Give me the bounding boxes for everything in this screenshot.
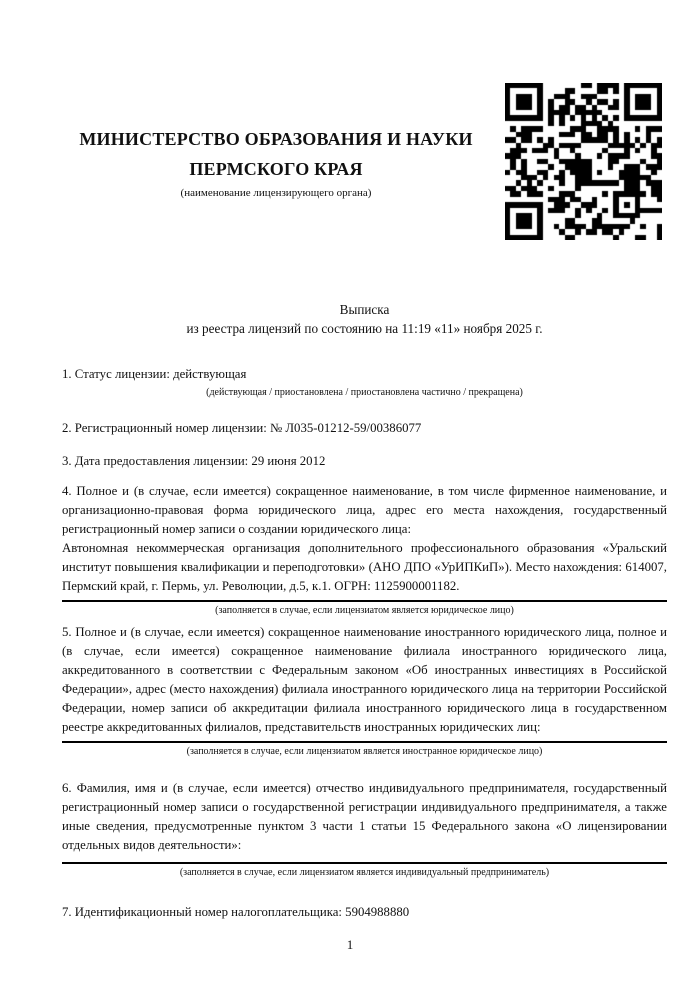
item-registration-number [62,419,667,438]
document-title-line1: Выписка [339,302,390,317]
item-license-status-text: 1. Статус лицензии: действующая [62,367,247,381]
fill-in-rule [62,741,667,743]
document-title-line2: из реестра лицензий по состоянию на 11:19 «11» ноября 2025 г. [186,321,543,336]
item-foreign-entity-text: 5. Полное и (в случае, если имеется) сокращенное наименование иностранного юридического лица, полное и (в случае, если имеется) сокращенное наименование филиала иностранного юридического лица, аккредитованного в соответствии с Федеральным законом «Об иностранных инвестициях в Российской Федерации», адрес (место нахождения) филиала иностранного юридического лица на территории Российской Федерации, номер записи об аккредитации филиала иностранного юридического лица в государственном реестре аккредитованных филиалов, представительств иностранных юридических лиц: [62,625,667,734]
ministry-name [62,124,490,184]
page-number: 1 [346,937,354,952]
item-legal-entity-text: 4. Полное и (в случае, если имеется) сокращенное наименование, в том числе фирменное наименование, и организационно-правовая форма юридического лица, адрес его места нахождения, государственный регистрационный номер записи о создании юридического лица: [62,484,667,536]
fill-in-rule [62,600,667,602]
licensing-authority-caption: (наименование лицензирующего органа) [180,187,372,199]
item-legal-entity [62,482,667,618]
item-legal-entity-caption: (заполняется в случае, если лицензиатом является юридическое лицо) [215,605,514,616]
document-body [0,124,700,922]
item-individual-entrepreneur-caption: (заполняется в случае, если лицензиатом является индивидуальный предприниматель) [179,867,550,878]
item-individual-entrepreneur [62,779,667,880]
item-taxpayer-number-text: 7. Идентификационный номер налогоплательщика: 5904988880 [62,905,410,919]
item-license-status-caption: (действующая / приостановлена / приостановлена частично / прекращена) [206,387,523,398]
item-individual-entrepreneur-text: 6. Фамилия, имя и (в случае, если имеется) отчество индивидуального предпринимателя, государственный регистрационный номер записи о государственной регистрации индивидуального предпринимателя, а также иные сведения, предусмотренные пунктом 3 части 1 статьи 15 Федерального закона «О лицензировании отдельных видов деятельности»: [62,781,667,852]
item-foreign-entity-caption: (заполняется в случае, если лицензиатом является иностранное юридическое лицо) [186,746,543,757]
item-foreign-entity [62,623,667,759]
letterhead [62,124,490,200]
item-license-date [62,452,667,471]
item-registration-number-text: 2. Регистрационный номер лицензии: № Л035-01212-59/00386077 [62,421,422,435]
document-title [62,300,667,338]
item-taxpayer-number [62,903,667,922]
item-license-status [62,365,667,400]
fill-in-rule [62,862,667,864]
ministry-name-line2: ПЕРМСКОГО КРАЯ [189,159,363,179]
item-license-date-text: 3. Дата предоставления лицензии: 29 июня 2012 [62,454,326,468]
item-legal-entity-value: Автономная некоммерческая организация дополнительного профессионального образования «Уральский институт повышения квалификации и переподготовки» (АНО ДПО «УрИПКиП»). Место нахождения: 614007, Пермский край, г. Пермь, ул. Революции, д.5, к.1. ОГРН: 1125900001182. [62,541,667,593]
ministry-name-line1: МИНИСТЕРСТВО ОБРАЗОВАНИЯ И НАУКИ [79,129,473,149]
qr-code [505,83,662,240]
